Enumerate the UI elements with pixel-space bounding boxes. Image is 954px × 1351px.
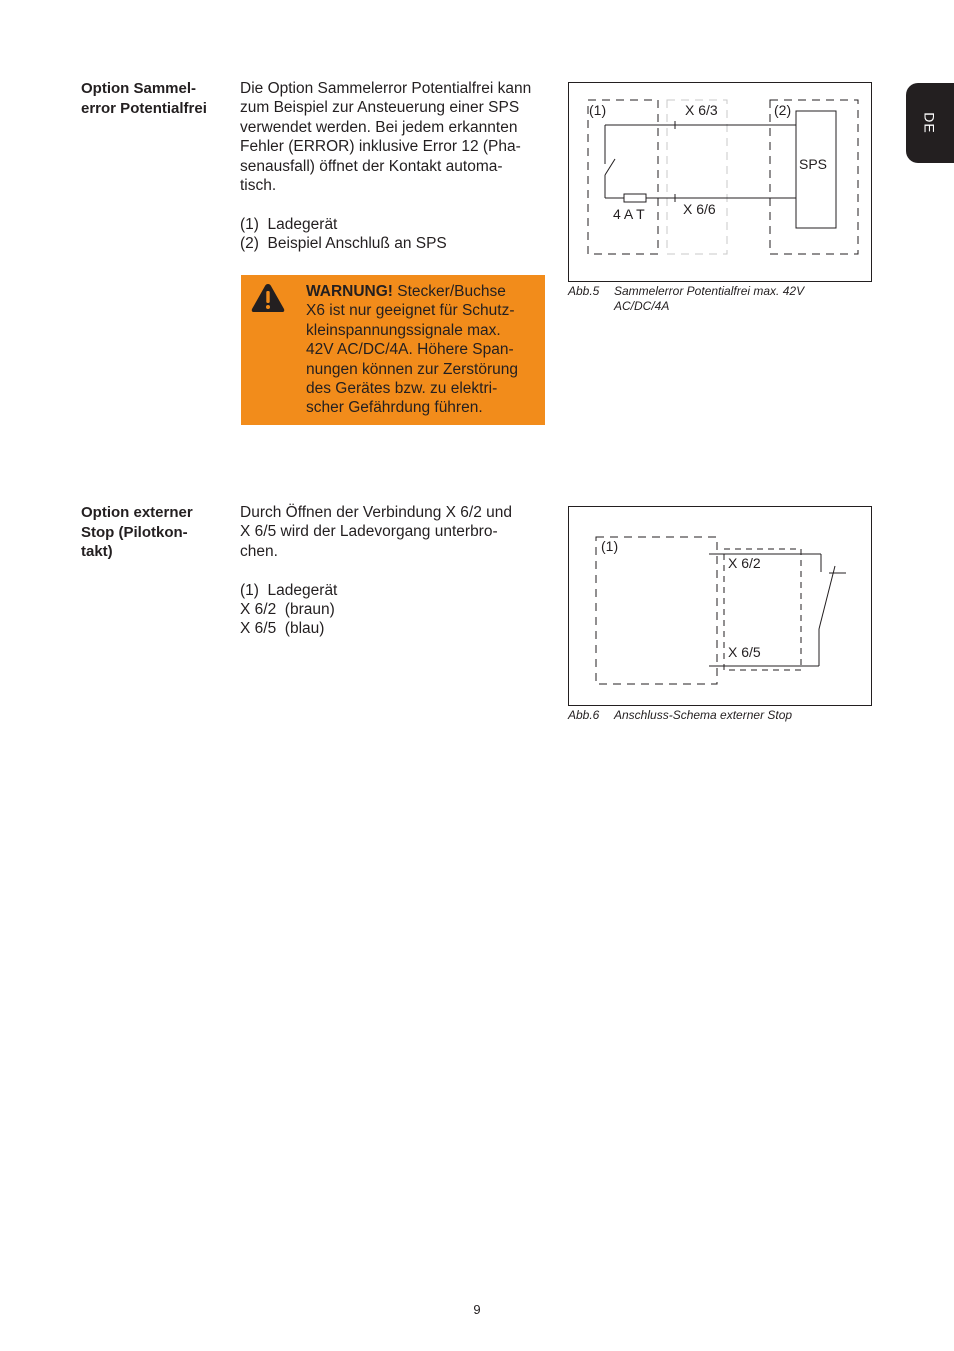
charger-dashed-box bbox=[588, 100, 658, 254]
warning-label: WARNUNG! bbox=[306, 283, 393, 300]
circuit-diagram-externer-stop bbox=[569, 507, 873, 707]
label-fuse: 4 A T bbox=[613, 206, 645, 222]
label-ref-2: (2) bbox=[774, 102, 792, 118]
list-item: (2) Beispiel Anschluß an SPS bbox=[240, 235, 447, 253]
warning-box bbox=[241, 275, 545, 425]
list-item: X 6/2 (braun) bbox=[240, 601, 335, 619]
circuit-diagram-sammelerror bbox=[569, 83, 873, 283]
fuse-symbol bbox=[624, 194, 646, 202]
label-x65: X 6/5 bbox=[728, 644, 761, 660]
stop-switch-contact bbox=[819, 566, 835, 629]
figure-caption-abb5: Abb.5 Sammelerror Potentialfrei max. 42V AC/DC/4A bbox=[568, 284, 805, 313]
section-heading-externer-stop: Option externer Stop (Pilotkon- takt) bbox=[81, 504, 193, 560]
figure-sammelerror-diagram bbox=[568, 82, 872, 282]
section-heading-sammelerror: Option Sammel- error Potentialfrei bbox=[81, 80, 207, 117]
list-item: (1) Ladegerät bbox=[240, 581, 338, 599]
label-ref-1: (1) bbox=[601, 538, 619, 554]
charger-dashed-box bbox=[596, 537, 717, 684]
list-item: (1) Ladegerät bbox=[240, 215, 338, 233]
caption-number: Abb.6 bbox=[568, 708, 600, 722]
warning-triangle-icon bbox=[250, 282, 286, 314]
label-x66: X 6/6 bbox=[683, 201, 716, 217]
label-ref-1: (1) bbox=[589, 102, 607, 118]
caption-number: Abb.5 bbox=[568, 284, 600, 298]
language-tab-label: DE bbox=[921, 112, 938, 134]
section-body-sammelerror: Die Option Sammelerror Potentialfrei kann zum Beispiel zur Ansteuerung einer SPS verwendet werden. Bei jedem erkannten Fehler (ERROR) inklusive Error 12 (Pha- senausfall) öffnet der Kontakt automa- tisch. (1) Ladegerät (2) Beispiel Anschluß an SPS bbox=[240, 79, 546, 254]
warning-text: WARNUNG! Stecker/Buchse X6 ist nur geeignet für Schutz- kleinspannungssignale max. 42V AC/DC/4A. Höhere Span- nungen können zur Zerstörung des Gerätes bzw. zu elektri- scher Gefährdung führen. bbox=[306, 283, 518, 417]
figure-externer-stop-diagram bbox=[568, 506, 872, 706]
label-x62: X 6/2 bbox=[728, 555, 761, 571]
page-number: 9 bbox=[473, 1302, 481, 1317]
label-x63: X 6/3 bbox=[685, 102, 718, 118]
figure-caption-abb6: Abb.6 Anschluss-Schema externer Stop bbox=[568, 708, 793, 722]
section-body-externer-stop: Durch Öffnen der Verbindung X 6/2 und X 6/5 wird der Ladevorgang unterbro- chen. (1) Ladegerät X 6/2 (braun) X 6/5 (blau) bbox=[240, 503, 546, 639]
language-tab bbox=[906, 83, 954, 163]
switch-contact bbox=[605, 159, 615, 175]
list-item: X 6/5 (blau) bbox=[240, 620, 325, 638]
connector-dashed-box bbox=[667, 100, 727, 254]
label-sps: SPS bbox=[799, 156, 828, 172]
